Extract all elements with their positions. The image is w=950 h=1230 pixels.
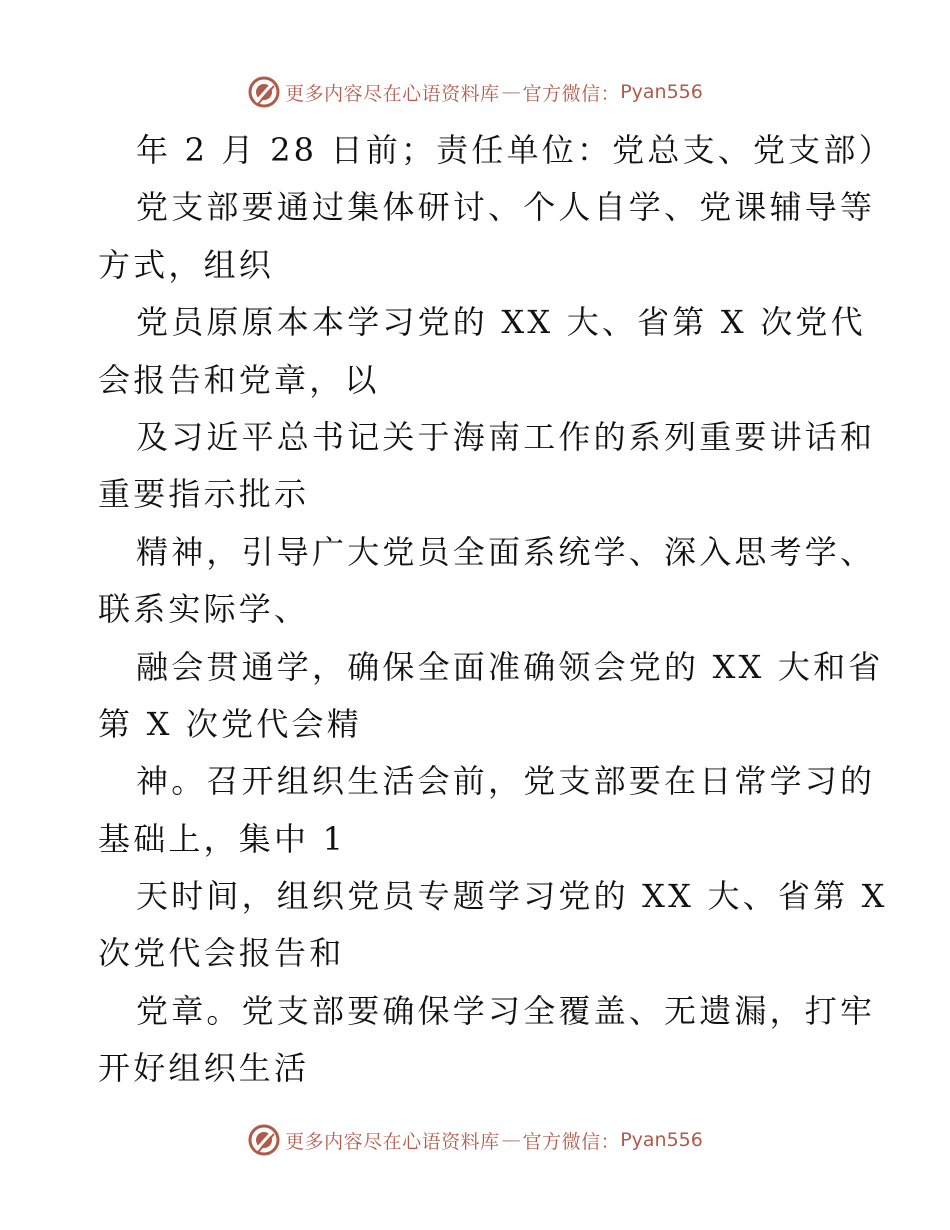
text-line: 天时间，组织党员专题学习党的 XX 大、省第 X bbox=[136, 877, 888, 916]
header-watermark-banner bbox=[0, 72, 950, 112]
header-dash: — bbox=[501, 81, 521, 103]
text-line: 会报告和党章，以 bbox=[98, 360, 380, 399]
header-wechat-id: Pyan556 bbox=[620, 81, 703, 103]
text-line: 党员原原本本学习党的 XX 大、省第 X 次党代 bbox=[136, 303, 866, 342]
footer-watermark-banner bbox=[0, 1120, 950, 1160]
text-line: 党支部要通过集体研讨、个人自学、党课辅导等 bbox=[136, 188, 876, 227]
text-line: 次党代会报告和 bbox=[98, 934, 345, 973]
footer-dash: — bbox=[501, 1129, 521, 1151]
text-line: 开好组织生活 bbox=[98, 1049, 310, 1088]
text-line: 第 X 次党代会精 bbox=[98, 704, 362, 743]
footer-site-text: 更多内容尽在心语资料库 bbox=[285, 1130, 500, 1153]
header-site-text: 更多内容尽在心语资料库 bbox=[285, 82, 500, 105]
text-line: 及习近平总书记关于海南工作的系列重要讲话和 bbox=[136, 417, 876, 456]
text-line: 党章。党支部要确保学习全覆盖、无遗漏，打牢 bbox=[136, 991, 876, 1030]
text-line: 重要指示批示 bbox=[98, 475, 310, 514]
text-line: 融会贯通学，确保全面准确领会党的 XX 大和省 bbox=[136, 647, 884, 686]
footer-official-label: 官方微信： bbox=[522, 1130, 621, 1153]
header-official-label: 官方微信： bbox=[522, 82, 621, 105]
footer-wechat-id: Pyan556 bbox=[620, 1129, 703, 1151]
text-line: 联系实际学、 bbox=[98, 590, 310, 629]
brand-logo-icon bbox=[247, 75, 281, 109]
brand-logo-icon bbox=[247, 1123, 281, 1157]
text-line: 基础上，集中 1 bbox=[98, 819, 347, 858]
text-line: 方式，组织 bbox=[98, 245, 275, 284]
document-body bbox=[98, 122, 894, 1098]
text-line: 精神，引导广大党员全面系统学、深入思考学、 bbox=[136, 532, 876, 571]
text-line: 年 2 月 28 日前；责任单位：党总支、党支部） bbox=[136, 131, 894, 169]
text-line: 神。召开组织生活会前，党支部要在日常学习的 bbox=[136, 762, 876, 801]
